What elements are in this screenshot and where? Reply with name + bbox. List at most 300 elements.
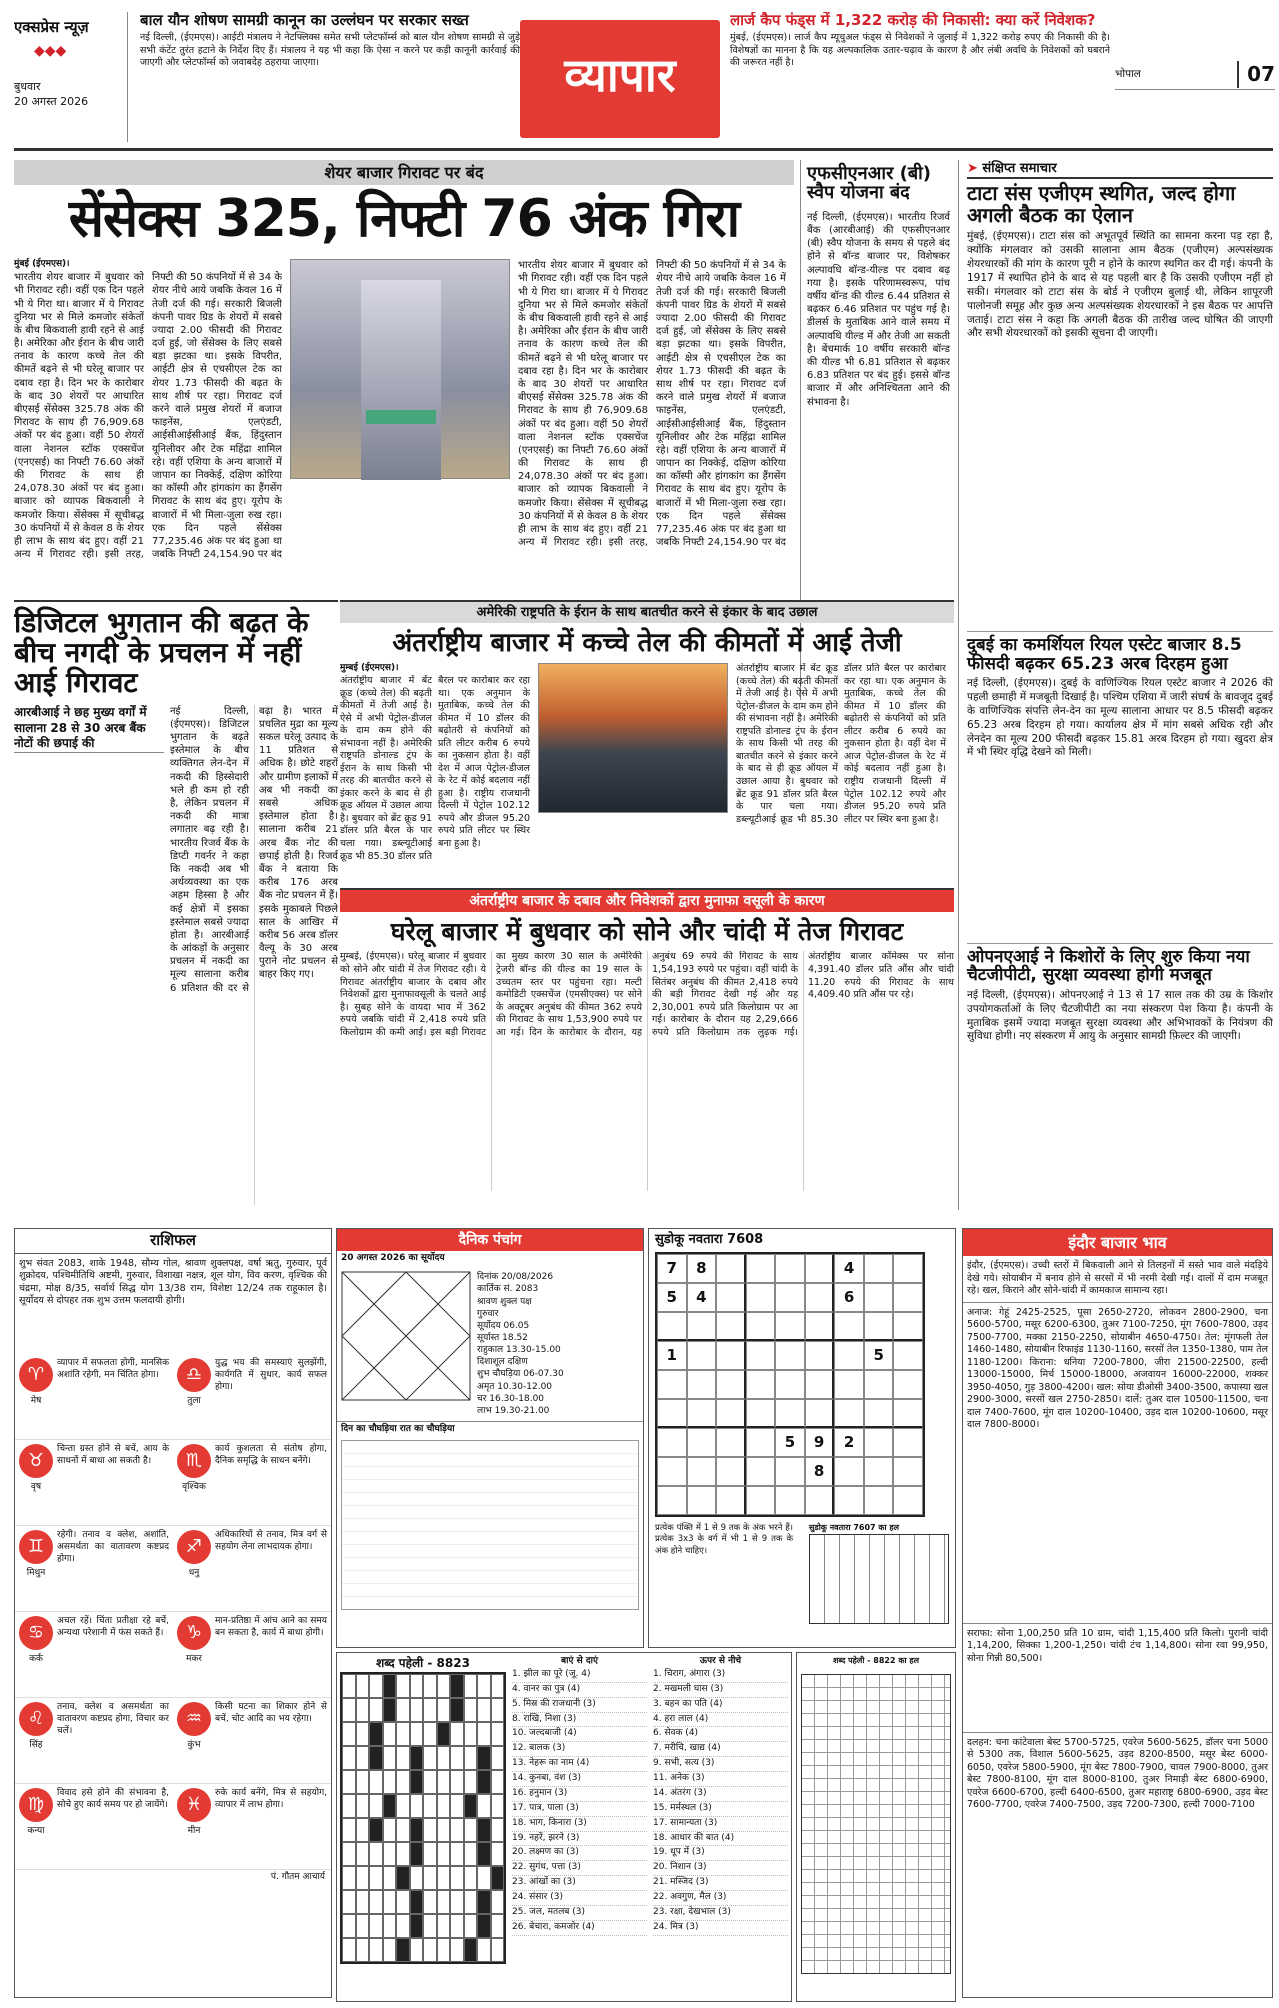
zodiac-text: कार्य कुशलता से संतोष होगा, दैनिक समृद्धि के साधन बनेंगे।: [215, 1443, 327, 1466]
crossword-cell[interactable]: [437, 1746, 451, 1770]
zodiac-text: विवाद हसे होने की संभावना है, सोचे हुए कार्य समय पर हो जायेंगे।: [57, 1787, 169, 1810]
crossword-cell[interactable]: [383, 1722, 397, 1746]
crossword-cell[interactable]: [464, 1938, 478, 1962]
crossword-cell[interactable]: [369, 1890, 383, 1914]
sudoku-cell[interactable]: [775, 1486, 805, 1515]
crossword-title: शब्द पहेली - 8823: [376, 1656, 470, 1670]
crossword-cell[interactable]: [491, 1938, 505, 1962]
sudoku-panel: [648, 1228, 956, 1648]
crossword-cell[interactable]: [342, 1914, 356, 1938]
crossword-cell[interactable]: [356, 1794, 370, 1818]
crossword-cell[interactable]: [396, 1746, 410, 1770]
crossword-cell[interactable]: [423, 1914, 437, 1938]
crossword-cell[interactable]: [342, 1698, 356, 1722]
crossword-cell[interactable]: [383, 1890, 397, 1914]
crossword-cell[interactable]: [464, 1842, 478, 1866]
crossword-cell[interactable]: [369, 1674, 383, 1698]
crossword-cell[interactable]: [450, 1698, 464, 1722]
sudoku-prev-grid: [809, 1534, 949, 1624]
sudoku-cell[interactable]: 9: [805, 1428, 835, 1457]
sudoku-cell[interactable]: [864, 1312, 894, 1341]
crossword-cell[interactable]: [450, 1818, 464, 1842]
zodiac-text: चिन्ता ग्रस्त होने से बचें, आय के साधनों में बाधा आ सकती है।: [57, 1443, 169, 1466]
crossword-cell[interactable]: [450, 1866, 464, 1890]
crossword-cell[interactable]: [410, 1746, 424, 1770]
sudoku-cell[interactable]: [716, 1341, 746, 1370]
zodiac-name: तुला: [187, 1395, 201, 1406]
crossword-cell[interactable]: [423, 1698, 437, 1722]
crossword-cell[interactable]: [491, 1770, 505, 1794]
crossword-cell[interactable]: [396, 1818, 410, 1842]
crossword-cell[interactable]: [477, 1698, 491, 1722]
crossword-cell[interactable]: [356, 1866, 370, 1890]
crossword-cell[interactable]: [477, 1914, 491, 1938]
sudoku-cell[interactable]: 7: [657, 1254, 687, 1283]
crossword-panel: [336, 1652, 792, 2002]
page-number: 07: [1237, 61, 1275, 87]
horoscope-sign: [15, 1784, 173, 1870]
crossword-cell[interactable]: [450, 1746, 464, 1770]
sensex-headline: सेंसेक्स 325, निफ्टी 76 अंक गिरा: [68, 189, 740, 250]
sudoku-cell[interactable]: [657, 1457, 687, 1486]
crossword-clue: 24. संसार (3): [512, 1891, 647, 1906]
sudoku-cell[interactable]: [864, 1283, 894, 1312]
crossword-cell[interactable]: [491, 1722, 505, 1746]
crossword-cell[interactable]: [369, 1770, 383, 1794]
indore-intro: इंदौर, (ईएमएस)। उच्ची स्तरों में बिकवाली आने से तिलहनों में सस्ते भाव वाले मंदड़िये देखे गये। सोयाबीन में बनाव होने से सरसों में भी नरमी देखी गई। दालों में दाम मजबूत रहे। खल, किराने और सोने-चांदी में कामकाज सामान्य रहा।: [963, 1256, 1272, 1303]
crossword-clue: 18. भाग, किनारा (3): [512, 1817, 647, 1832]
crossword-cell[interactable]: [423, 1722, 437, 1746]
sudoku-cell[interactable]: [775, 1370, 805, 1399]
crossword-cell[interactable]: [477, 1890, 491, 1914]
crossword-cell[interactable]: [450, 1674, 464, 1698]
crossword-cell[interactable]: [477, 1674, 491, 1698]
sudoku-cell[interactable]: [746, 1486, 776, 1515]
sudoku-cell[interactable]: [716, 1370, 746, 1399]
header-left-story: [140, 12, 520, 142]
sudoku-grid: [655, 1252, 925, 1517]
sudoku-cell[interactable]: [893, 1428, 923, 1457]
sudoku-cell[interactable]: [746, 1312, 776, 1341]
sudoku-cell[interactable]: [893, 1486, 923, 1515]
sudoku-cell[interactable]: [834, 1486, 864, 1515]
crossword-cell[interactable]: [356, 1914, 370, 1938]
crossword-cell[interactable]: [464, 1746, 478, 1770]
crossword-cell[interactable]: [477, 1842, 491, 1866]
horoscope-sign: [15, 1698, 173, 1784]
sudoku-cell[interactable]: [746, 1370, 776, 1399]
crossword-cell[interactable]: [342, 1674, 356, 1698]
crossword-cell[interactable]: [477, 1746, 491, 1770]
crossword-cell[interactable]: [450, 1794, 464, 1818]
crossword-cell[interactable]: [477, 1938, 491, 1962]
sudoku-cell[interactable]: [657, 1399, 687, 1428]
crossword-cell[interactable]: [464, 1722, 478, 1746]
crossword-cell[interactable]: [342, 1746, 356, 1770]
crossword-cell[interactable]: [491, 1698, 505, 1722]
crossword-cell[interactable]: [464, 1674, 478, 1698]
sudoku-cell[interactable]: [716, 1312, 746, 1341]
crossword-cell[interactable]: [369, 1914, 383, 1938]
sudoku-cell[interactable]: [746, 1457, 776, 1486]
crossword-cell[interactable]: [342, 1770, 356, 1794]
zodiac-icon: ♉: [19, 1444, 53, 1478]
crossword-cell[interactable]: [491, 1890, 505, 1914]
crossword-clue: 23. रक्षा, देखभाल (3): [653, 1906, 788, 1921]
panchang-details: [477, 1271, 639, 1417]
issue-date: 20 अगस्त 2026: [14, 94, 89, 108]
horoscope-signs: [15, 1354, 331, 1870]
panchang-choghadiya: दिन का चौघड़िया रात का चौघड़िया: [337, 1421, 643, 1438]
page-meta: [1115, 60, 1275, 90]
crossword-cell[interactable]: [356, 1770, 370, 1794]
down-heading: ऊपर से नीचे: [699, 1656, 742, 1666]
masthead: [14, 12, 128, 142]
crossword-cell[interactable]: [342, 1818, 356, 1842]
crossword-cell[interactable]: [396, 1890, 410, 1914]
sudoku-cell[interactable]: [864, 1486, 894, 1515]
crossword-cell[interactable]: [437, 1866, 451, 1890]
panchang-line: श्रावण शुक्ल पक्ष: [477, 1296, 532, 1307]
crossword-cell[interactable]: [396, 1938, 410, 1962]
crossword-cell[interactable]: [410, 1722, 424, 1746]
crossword-cell[interactable]: [437, 1794, 451, 1818]
crossword-cell[interactable]: [369, 1938, 383, 1962]
crossword-cell[interactable]: [450, 1722, 464, 1746]
crossword-cell[interactable]: [356, 1746, 370, 1770]
crossword-cell[interactable]: [437, 1698, 451, 1722]
crossword-cell[interactable]: [369, 1746, 383, 1770]
crossword-clue: 1. चिराग, अंगारा (3): [653, 1668, 788, 1683]
sudoku-cell[interactable]: [687, 1370, 717, 1399]
crossword-cell[interactable]: [396, 1698, 410, 1722]
sudoku-cell[interactable]: 8: [805, 1457, 835, 1486]
crossword-cell[interactable]: [464, 1794, 478, 1818]
crossword-cell[interactable]: [464, 1866, 478, 1890]
sudoku-title: सुडोकू नवतारा 7608: [655, 1232, 764, 1247]
crossword-cell[interactable]: [423, 1674, 437, 1698]
crossword-cell[interactable]: [383, 1674, 397, 1698]
horoscope-sign: [15, 1440, 173, 1526]
digital-subhead: आरबीआई ने छह मुख्य वर्गों में सालाना 28 से 30 अरब बैंक नोटों की छपाई की: [14, 705, 164, 753]
crude-oil-story: [340, 600, 954, 890]
crossword-cell[interactable]: [396, 1914, 410, 1938]
horoscope-sign: [173, 1354, 331, 1440]
zodiac-icon: ♐: [177, 1530, 211, 1564]
panchang-line: चर 16.30-18.00: [477, 1393, 545, 1404]
crossword-cell[interactable]: [450, 1890, 464, 1914]
sudoku-cell[interactable]: [775, 1399, 805, 1428]
zodiac-name: मीन: [187, 1825, 201, 1836]
crossword-clue: 12. बालक (3): [512, 1742, 647, 1757]
crossword-cell[interactable]: [383, 1698, 397, 1722]
crossword-cell[interactable]: [356, 1938, 370, 1962]
crossword-cell[interactable]: [437, 1722, 451, 1746]
crossword-cell[interactable]: [369, 1866, 383, 1890]
crossword-cell[interactable]: [464, 1698, 478, 1722]
crossword-cell[interactable]: [437, 1818, 451, 1842]
crossword-cell[interactable]: [410, 1698, 424, 1722]
sensex-kicker: शेयर बाजार गिरावट पर बंद: [14, 160, 794, 185]
sudoku-cell[interactable]: [746, 1428, 776, 1457]
sudoku-cell[interactable]: [687, 1399, 717, 1428]
crossword-cell[interactable]: [491, 1914, 505, 1938]
crossword-cell[interactable]: [342, 1938, 356, 1962]
crossword-clue: 20. निशान (3): [653, 1861, 788, 1876]
crossword-cell[interactable]: [464, 1770, 478, 1794]
sudoku-cell[interactable]: [687, 1312, 717, 1341]
crossword-cell[interactable]: [410, 1674, 424, 1698]
sudoku-cell[interactable]: [716, 1457, 746, 1486]
crossword-cell[interactable]: [383, 1794, 397, 1818]
sudoku-cell[interactable]: [746, 1341, 776, 1370]
dubai-headline: दुबई का कमर्शियल रियल एस्टेट बाजार 8.5 फीसदी बढ़कर 65.23 अरब दिरहम हुआ: [967, 631, 1273, 673]
sudoku-cell[interactable]: 8: [687, 1254, 717, 1283]
sensex-dateline: मुंबई (ईएमएस)।: [14, 259, 70, 270]
sudoku-cell[interactable]: [775, 1457, 805, 1486]
crossword-clue: 23. आंखों का (3): [512, 1876, 647, 1891]
crossword-cell[interactable]: [369, 1794, 383, 1818]
crossword-cell[interactable]: [369, 1722, 383, 1746]
zodiac-name: वृष: [30, 1481, 42, 1492]
crossword-cell[interactable]: [423, 1938, 437, 1962]
sudoku-cell[interactable]: [687, 1428, 717, 1457]
sudoku-cell[interactable]: [657, 1486, 687, 1515]
crossword-cell[interactable]: [410, 1842, 424, 1866]
tata-headline: टाटा संस एजीएम स्थगित, जल्द होगा अगली बैठक का ऐलान: [967, 181, 1236, 227]
sudoku-cell[interactable]: [657, 1428, 687, 1457]
crossword-cell[interactable]: [423, 1746, 437, 1770]
sudoku-cell[interactable]: [805, 1254, 835, 1283]
zodiac-name: मिथुन: [26, 1567, 46, 1578]
sudoku-cell[interactable]: [775, 1283, 805, 1312]
header-right-title: लार्ज कैप फंड्स में 1,322 करोड़ की निकासी: क्या करें निवेशक?: [730, 12, 1096, 29]
crude-headline: अंतर्राष्ट्रीय बाजार में कच्चे तेल की कीमतों में आई तेजी: [392, 628, 902, 659]
crossword-cell[interactable]: [410, 1890, 424, 1914]
crossword-cell[interactable]: [410, 1866, 424, 1890]
crossword-cell[interactable]: [396, 1866, 410, 1890]
crossword-cell[interactable]: [342, 1794, 356, 1818]
sudoku-cell[interactable]: [864, 1457, 894, 1486]
indore-bullion: सराफा: सोना 1,00,250 प्रति 10 ग्राम, चांदी 1,15,400 प्रति किलो। पुरानी चांदी 1,14,200, सिक्का 1,200-1,250। चांदी टंच 1,14,800। सोना रवा 99,950, सोना गिन्नी 80,500।: [963, 1623, 1272, 1733]
sudoku-cell[interactable]: [657, 1370, 687, 1399]
crossword-cell[interactable]: [383, 1842, 397, 1866]
crossword-cell[interactable]: [437, 1890, 451, 1914]
crossword-cell[interactable]: [356, 1842, 370, 1866]
header-left-title: बाल यौन शोषण सामग्री कानून का उल्लंघन पर सरकार सख्त: [140, 12, 469, 29]
crossword-cell[interactable]: [491, 1866, 505, 1890]
sudoku-cell[interactable]: [716, 1428, 746, 1457]
crossword-cell[interactable]: [410, 1770, 424, 1794]
header-rule: [14, 148, 1273, 151]
crossword-cell[interactable]: [383, 1770, 397, 1794]
sudoku-cell[interactable]: [893, 1254, 923, 1283]
sudoku-cell[interactable]: [893, 1399, 923, 1428]
crossword-cell[interactable]: [491, 1746, 505, 1770]
crossword-cell[interactable]: [423, 1890, 437, 1914]
sudoku-cell[interactable]: [864, 1370, 894, 1399]
sudoku-cell[interactable]: [893, 1370, 923, 1399]
sudoku-cell[interactable]: [834, 1457, 864, 1486]
zodiac-icon: ♏: [177, 1444, 211, 1478]
crossword-cell[interactable]: [356, 1698, 370, 1722]
sudoku-cell[interactable]: [834, 1370, 864, 1399]
crossword-cell[interactable]: [423, 1842, 437, 1866]
crossword-cell[interactable]: [383, 1746, 397, 1770]
crossword-cell[interactable]: [369, 1698, 383, 1722]
sudoku-cell[interactable]: 5: [775, 1428, 805, 1457]
crossword-cell[interactable]: [450, 1914, 464, 1938]
crossword-cell[interactable]: [477, 1866, 491, 1890]
sudoku-cell[interactable]: [716, 1254, 746, 1283]
sudoku-cell[interactable]: [687, 1486, 717, 1515]
crossword-cell[interactable]: [437, 1938, 451, 1962]
sudoku-cell[interactable]: [687, 1457, 717, 1486]
gold-body: मुम्बई, (ईएमएस)। घरेलू बाजार में बुधवार को सोने और चांदी में तेज गिरावट रही। ये गिरावट अंतर्राष्ट्रीय बाजार के दबाव और निवेशकों द्वारा मुनाफावसूली के चलते आई है। सुबह सोने के वायदा भाव में 362 रुपये जबकि चांदी में 2,418 रुपये प्रति किलोग्राम की कमी आई। इस बड़ी गिरावट का मुख्य कारण 30 साल के अमेरिकी ट्रेजरी बॉन्ड की यील्ड का 19 साल के उच्चतम स्तर पर पहुंचना रहा। मल्टी कमोडिटी एक्सचेंज (एमसीएक्स) पर सोने के अक्टूबर अनुबंध की कीमत 362 रुपये की गिरावट के साथ 1,53,900 रुपये पर आ गई। दिन के कारोबार के दौरान, यह अनुबंध 69 रुपये की गिरावट के साथ 1,54,193 रुपये पर पहुंचा। वहीं चांदी के सितंबर अनुबंध की कीमत 2,418 रुपये की बड़ी गिरावट देखी गई और यह 2,30,001 रुपये प्रति किलोग्राम पर आ गई। कारोबार के दौरान यह 2,29,666 रुपये प्रति किलोग्राम तक लुढ़क गई। अंतर्राष्ट्रीय बाजार कॉमेक्स पर सोना 4,391.40 डॉलर प्रति औंस और चांदी 11.20 रुपये की गिरावट के साथ 4,409.40 प्रति औंस पर रहे।: [340, 951, 954, 1038]
header-right-story: [730, 12, 1110, 142]
sudoku-cell[interactable]: [716, 1486, 746, 1515]
indore-rates: अनाज: गेहूं 2425-2525, पूसा 2650-2720, लोकवन 2800-2900, चना 5600-5700, मसूर 6200-6300, तुअर 7100-7250, मूंग 7600-7800, उड़द 7500-7700, मक्का 2150-2250, सोयाबीन 4650-4750। तेल: मूंगफली तेल 1460-1480, सोयाबीन रिफाइंड 1130-1160, सरसों तेल 1350-1380, पाम तेल 1180-1200। किराना: धनिया 7200-7800, जीरा 21500-22500, हल्दी 13000-15000, मिर्च 15000-18000, अजवायन 16000-22000, शक्कर 3950-4050, गुड़ 3800-4200। खल: सोया डीओसी 3400-3500, कपास्या खल 2900-3000, सरसों खल 2750-2850। दालें: तुअर दाल 10500-11500, चना दाल 7400-7600, मूंग दाल 10200-10400, उड़द दाल 10200-10600, मसूर दाल 7800-8000।: [967, 1306, 1269, 1431]
crossword-clue: 24. मित्र (3): [653, 1921, 788, 1936]
zodiac-text: मान-प्रतिष्ठा में आंच आने का समय बन सकता है, कार्य में बाधा होगी।: [215, 1615, 327, 1638]
sudoku-cell[interactable]: 1: [657, 1341, 687, 1370]
crossword-cell[interactable]: [491, 1818, 505, 1842]
crossword-cell[interactable]: [464, 1818, 478, 1842]
indore-pulses: दलहन: चना कांटेवाला बेस्ट 5700-5725, एवरेज 5600-5625, डॉलर चना 5000 से 5300 तक, विशाल 5600-5625, उड़द 8200-8500, मसूर बेस्ट 6000-6050, एवरेज 5800-5900, मूंग बेस्ट 7800-7900, चावल 7900-8000, तुअर बेस्ट 7800-8100, मूंग दाल 8000-8100, तुअर निमाड़ी बेस्ट 6800-6900, एवरेज 6600-6700, हल्दी 6400-6500, तुअर महाराष्ट्र 6800-6900, उड़द बेस्ट 7600-7700, एवरेज 7400-7500, उड़द 7200-7300, हल्दी 7000-7100: [967, 1736, 1268, 1811]
sudoku-cell[interactable]: 2: [834, 1428, 864, 1457]
crossword-cell[interactable]: [477, 1770, 491, 1794]
sudoku-cell[interactable]: [805, 1341, 835, 1370]
crossword-cell[interactable]: [396, 1770, 410, 1794]
crossword-cell[interactable]: [396, 1842, 410, 1866]
crossword-cell[interactable]: [423, 1770, 437, 1794]
sudoku-cell[interactable]: 5: [657, 1283, 687, 1312]
crossword-cell[interactable]: [423, 1794, 437, 1818]
sudoku-cell[interactable]: 4: [834, 1254, 864, 1283]
sudoku-cell[interactable]: [864, 1399, 894, 1428]
crossword-cell[interactable]: [396, 1722, 410, 1746]
crossword-cell[interactable]: [383, 1818, 397, 1842]
crossword-cell[interactable]: [450, 1938, 464, 1962]
sudoku-cell[interactable]: [805, 1283, 835, 1312]
sudoku-cell[interactable]: [893, 1457, 923, 1486]
crossword-cell[interactable]: [342, 1890, 356, 1914]
crossword-cell[interactable]: [437, 1914, 451, 1938]
crossword-cell[interactable]: [356, 1890, 370, 1914]
crossword-prev-grid: [801, 1674, 951, 1974]
sudoku-cell[interactable]: [775, 1254, 805, 1283]
crossword-cell[interactable]: [450, 1842, 464, 1866]
panchang-line: अमृत 10.30-12.00: [477, 1381, 553, 1392]
sudoku-cell[interactable]: [805, 1312, 835, 1341]
crossword-cell[interactable]: [342, 1722, 356, 1746]
crossword-cell[interactable]: [491, 1674, 505, 1698]
crossword-cell[interactable]: [450, 1770, 464, 1794]
sudoku-cell[interactable]: [716, 1283, 746, 1312]
section-title: व्यापार: [520, 20, 720, 138]
digital-headline: डिजिटल भुगतान की बढ़त के बीच नगदी के प्रचलन में नहीं आई गिरावट: [14, 606, 309, 700]
crossword-cell[interactable]: [356, 1674, 370, 1698]
crossword-cell[interactable]: [423, 1818, 437, 1842]
crossword-cell[interactable]: [356, 1818, 370, 1842]
sudoku-cell[interactable]: [775, 1341, 805, 1370]
zodiac-text: व्यापार में सफलता होगी, मानसिक अशांति रहेगी, मन चिंतित होगा।: [57, 1357, 169, 1380]
sudoku-cell[interactable]: [746, 1254, 776, 1283]
crossword-cell[interactable]: [477, 1722, 491, 1746]
crossword-clue: 2. मखमली घास (3): [653, 1683, 788, 1698]
crossword-cell[interactable]: [437, 1674, 451, 1698]
crossword-clue: 15. मर्मस्थल (3): [653, 1802, 788, 1817]
sudoku-cell[interactable]: 6: [834, 1283, 864, 1312]
city-name: भोपाल: [1115, 67, 1141, 80]
sudoku-cell[interactable]: [657, 1312, 687, 1341]
crossword-cell[interactable]: [396, 1794, 410, 1818]
crossword-cell[interactable]: [410, 1914, 424, 1938]
crossword-cell[interactable]: [342, 1842, 356, 1866]
crossword-cell[interactable]: [383, 1914, 397, 1938]
panchang-line: लाभ 19.30-21.00: [477, 1405, 550, 1416]
sudoku-cell[interactable]: [775, 1312, 805, 1341]
crossword-cell[interactable]: [437, 1770, 451, 1794]
crossword-cell[interactable]: [410, 1794, 424, 1818]
sudoku-cell[interactable]: [687, 1341, 717, 1370]
crossword-cell[interactable]: [369, 1818, 383, 1842]
sudoku-cell[interactable]: [834, 1312, 864, 1341]
sudoku-cell[interactable]: [864, 1428, 894, 1457]
crossword-clue: 22. सुगंध, पत्ता (3): [512, 1861, 647, 1876]
crossword-cell[interactable]: [396, 1674, 410, 1698]
crossword-cell[interactable]: [369, 1842, 383, 1866]
sudoku-cell[interactable]: [805, 1399, 835, 1428]
crossword-cell[interactable]: [437, 1842, 451, 1866]
crossword-cell[interactable]: [464, 1914, 478, 1938]
crossword-cell[interactable]: [464, 1890, 478, 1914]
crossword-cell[interactable]: [491, 1842, 505, 1866]
sudoku-cell[interactable]: [746, 1283, 776, 1312]
crossword-clue: 25. जल, मतलब (3): [512, 1906, 647, 1921]
crossword-cell[interactable]: [410, 1938, 424, 1962]
sudoku-cell[interactable]: [893, 1312, 923, 1341]
sudoku-cell[interactable]: [746, 1399, 776, 1428]
sudoku-cell[interactable]: [893, 1283, 923, 1312]
crossword-cell[interactable]: [356, 1722, 370, 1746]
sudoku-cell[interactable]: 4: [687, 1283, 717, 1312]
panchang-line: कार्तिक सं. 2083: [477, 1284, 539, 1295]
dubai-body: नई दिल्ली, (ईएमएस)। दुबई के वाणिज्यिक रियल एस्टेट बाजार ने 2026 की पहली छमाही में मजबूती दिखाई है। पश्चिम एशिया में जारी संघर्ष के बावजूद दुबई के वाणिज्यिक संपत्ति लेन-देन का मूल्य सालाना आधार पर 8.5 फीसदी बढ़कर 65.23 अरब दिरहम हो गया। कार्यालय क्षेत्र में मांग सबसे अधिक रही और लेनदेन का मूल्य 200 फीसदी बढ़कर 15.81 अरब दिरहम हो गया। खुदरा क्षेत्र में भी स्थिर वृद्धि देखने को मिली।: [967, 677, 1273, 759]
sudoku-cell[interactable]: [834, 1341, 864, 1370]
zodiac-text: तनाव, क्लेश व असमर्थता का वातावरण कष्टप्रद होगा, विचार कर चलें।: [57, 1701, 169, 1736]
sudoku-cell[interactable]: 5: [864, 1341, 894, 1370]
crossword-cell[interactable]: [410, 1818, 424, 1842]
sudoku-cell[interactable]: [864, 1254, 894, 1283]
crossword-cell[interactable]: [477, 1818, 491, 1842]
sudoku-cell[interactable]: [834, 1399, 864, 1428]
crossword-cell[interactable]: [491, 1794, 505, 1818]
crossword-cell[interactable]: [342, 1866, 356, 1890]
crude-body-a: अंतर्राष्ट्रीय बाजार में बेंट क्रूड (कच्चे तेल) की बढ़ती कीमतों में तेजी आई है। ऐसे में अभी पेट्रोल-डीजल के दाम कम होने की संभावना नहीं है। अमेरिकी राष्ट्रपति डोनाल्ड ट्रंप के ईरान के साथ किसी भी तरह की बातचीत करने से इंकार करने के बाद से ही क्रूड ऑयल में उछाल आया है। बुधवार को ब्रेंट क्रूड 91 डॉलर प्रति बैरल के पार चला गया। डब्ल्यूटीआई क्रूड भी 85.30 डॉलर प्रति बैरल पर कारोबार कर रहा था। एक अनुमान के मुताबिक, कच्चे तेल की कीमत में 10 डॉलर की बढ़ोतरी से कंपनियों को प्रति लीटर करीब 6 रुपये का नुकसान होता है। वहीं देश में आज पेट्रोल-डीजल के रेट में कोई बदलाव नहीं हुआ है। राष्ट्रीय राजधानी दिल्ली में पेट्रोल 102.12 रुपये और डीजल 95.20 रुपये प्रति लीटर पर स्थिर बना हुआ है।: [340, 675, 530, 862]
fcnr-body: नई दिल्ली, (ईएमएस)। भारतीय रिजर्व बैंक (आरबीआई) की एफसीएनआर (बी) स्वैप योजना के समय से पहले बंद होने से बॉन्ड बाजार पर, विशेषकर अल्पावधि बॉन्ड-यील्ड पर दबाव बढ़ गया है। इसके परिणामस्वरूप, पांच वर्षीय बॉन्ड की यील्ड 6.44 प्रतिशत से बढ़कर 6.46 प्रतिशत पर पहुंच गई है। डीलर्स के मुताबिक आने वाले समय में अल्पावधि यील्ड में और तेजी आ सकती है। बेंचमार्क 10 वर्षीय सरकारी बॉन्ड की यील्ड भी 6.81 प्रतिशत से बढ़कर 6.83 प्रतिशत पर बंद हुई। इससे बॉन्ड बाजार में और अनिश्चितता आने की संभावना है।: [807, 211, 950, 408]
crossword-cell[interactable]: [477, 1794, 491, 1818]
crossword-cell[interactable]: [383, 1866, 397, 1890]
horoscope-sign: [15, 1354, 173, 1440]
sudoku-cell[interactable]: [805, 1370, 835, 1399]
crude-body-b: अंतर्राष्ट्रीय बाजार में बेंट क्रूड (कच्चे तेल) की बढ़ती कीमतों में तेजी आई है। ऐसे में अभी पेट्रोल-डीजल के दाम कम होने की संभावना नहीं है। अमेरिकी राष्ट्रपति डोनाल्ड ट्रंप के ईरान के साथ किसी भी तरह की बातचीत करने से इंकार करने के बाद से ही क्रूड ऑयल में उछाल आया है। बुधवार को ब्रेंट क्रूड 91 डॉलर प्रति बैरल के पार चला गया। डब्ल्यूटीआई क्रूड भी 85.30 डॉलर प्रति बैरल पर कारोबार कर रहा था। एक अनुमान के मुताबिक, कच्चे तेल की कीमत में 10 डॉलर की बढ़ोतरी से कंपनियों को प्रति लीटर करीब 6 रुपये का नुकसान होता है। वहीं देश में आज पेट्रोल-डीजल के रेट में कोई बदलाव नहीं हुआ है। राष्ट्रीय राजधानी दिल्ली में पेट्रोल 102.12 रुपये और डीजल 95.20 रुपये प्रति लीटर पर स्थिर बना हुआ है।: [736, 663, 946, 825]
crossword-cell[interactable]: [423, 1866, 437, 1890]
sudoku-cell[interactable]: [893, 1341, 923, 1370]
sudoku-cell[interactable]: [805, 1486, 835, 1515]
sudoku-cell[interactable]: [716, 1399, 746, 1428]
crossword-cell[interactable]: [383, 1938, 397, 1962]
